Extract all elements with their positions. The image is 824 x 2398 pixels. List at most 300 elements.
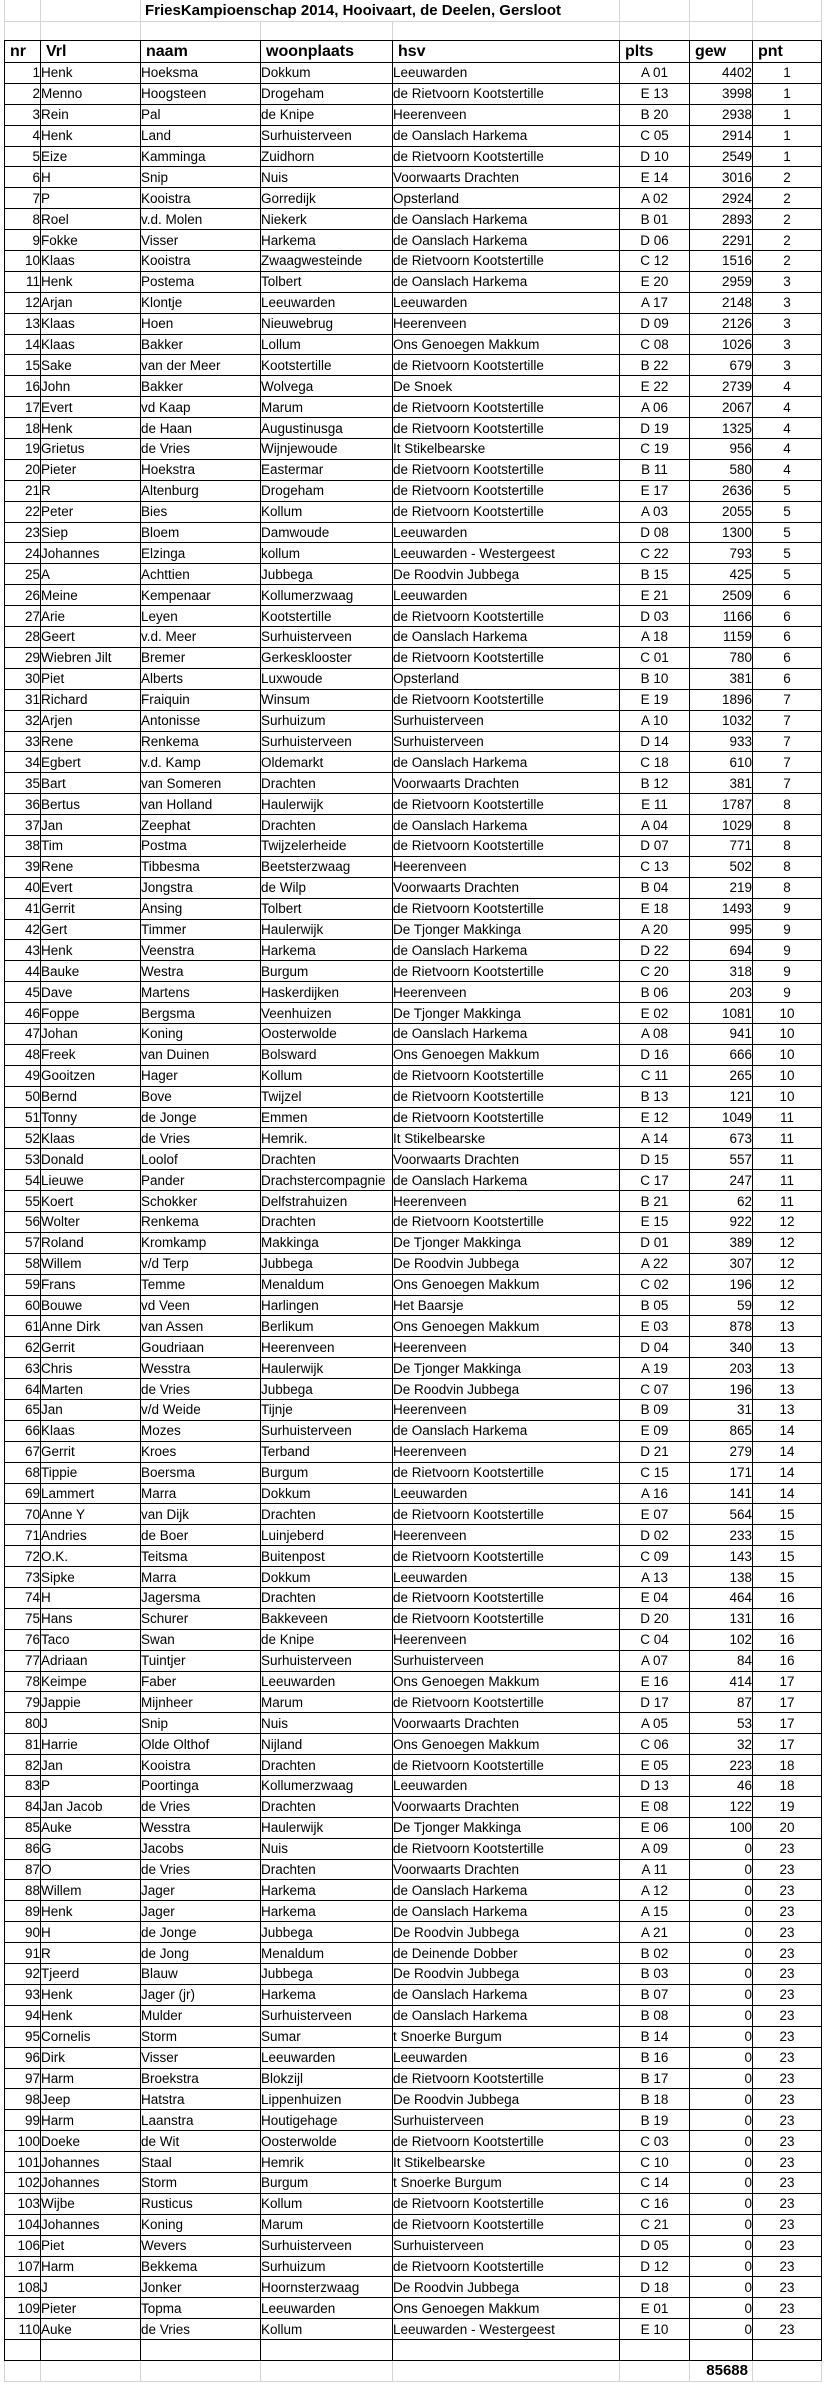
cell-plts: E 06 (620, 1817, 690, 1838)
cell-plts: C 05 (620, 125, 690, 146)
cell-gew: 1081 (690, 1003, 753, 1024)
cell-pnt: 23 (753, 2068, 822, 2089)
cell-hsv: de Oanslach Harkema (393, 1170, 620, 1191)
cell-naam: de Jonge (141, 1922, 261, 1943)
cell-nr: 70 (5, 1504, 41, 1525)
cell-gew: 171 (690, 1462, 753, 1483)
table-row (5, 1504, 822, 1525)
cell-hsv: de Rietvoorn Kootstertille (393, 689, 620, 710)
cell-nr: 61 (5, 1316, 41, 1337)
cell-woonplaats: Tolbert (261, 271, 393, 292)
cell-pnt: 23 (753, 1964, 822, 1985)
cell-nr: 81 (5, 1734, 41, 1755)
cell-woonplaats: Dokkum (261, 63, 393, 84)
cell-pnt: 23 (753, 2089, 822, 2110)
cell-naam: de Vries (141, 439, 261, 460)
cell-vrl: Peter (41, 501, 141, 522)
cell-hsv: de Rietvoorn Kootstertille (393, 1211, 620, 1232)
cell-pnt: 17 (753, 1671, 822, 1692)
cell-vrl: Bart (41, 773, 141, 794)
cell-plts: A 11 (620, 1859, 690, 1880)
cell-woonplaats: Gorredijk (261, 188, 393, 209)
table-row (5, 1170, 822, 1191)
cell-nr: 45 (5, 982, 41, 1003)
cell-pnt: 1 (753, 125, 822, 146)
cell-gew: 2959 (690, 271, 753, 292)
cell-nr: 51 (5, 1107, 41, 1128)
cell-vrl: H (41, 1588, 141, 1609)
table-row (5, 1776, 822, 1797)
cell-plts: B 04 (620, 877, 690, 898)
cell-plts: C 09 (620, 1546, 690, 1567)
cell-woonplaats: Winsum (261, 689, 393, 710)
cell-hsv: de Oanslach Harkema (393, 1420, 620, 1441)
cell-vrl: Henk (41, 1901, 141, 1922)
table-row (5, 689, 822, 710)
cell-woonplaats: Jubbega (261, 564, 393, 585)
cell-plts: D 18 (620, 2277, 690, 2298)
cell-nr: 84 (5, 1796, 41, 1817)
cell-naam: de Vries (141, 1379, 261, 1400)
cell-naam: Schurer (141, 1608, 261, 1629)
cell-vrl: Jan (41, 1400, 141, 1421)
cell-gew: 0 (690, 2235, 753, 2256)
cell-woonplaats: Drachten (261, 1755, 393, 1776)
column-header-vrl: Vrl (41, 41, 141, 63)
cell-hsv: de Oanslach Harkema (393, 940, 620, 961)
cell-naam: Jonker (141, 2277, 261, 2298)
cell-gew: 2549 (690, 146, 753, 167)
cell-pnt: 23 (753, 1880, 822, 1901)
cell-pnt: 23 (753, 2047, 822, 2068)
table-row (5, 1901, 822, 1922)
cell-hsv: de Rietvoorn Kootstertille (393, 1546, 620, 1567)
table-row (5, 1379, 822, 1400)
table-row (5, 355, 822, 376)
cell-naam: Topma (141, 2298, 261, 2319)
empty-grid-cell (41, 0, 141, 22)
cell-vrl: Henk (41, 63, 141, 84)
cell-vrl: A (41, 564, 141, 585)
cell-vrl: Klaas (41, 1420, 141, 1441)
cell-vrl: Gerrit (41, 1337, 141, 1358)
cell-vrl: H (41, 1922, 141, 1943)
cell-gew: 203 (690, 1358, 753, 1379)
cell-nr: 19 (5, 439, 41, 460)
cell-woonplaats: Harkema (261, 1984, 393, 2005)
cell-pnt: 16 (753, 1629, 822, 1650)
cell-pnt: 11 (753, 1128, 822, 1149)
cell-woonplaats: Haulerwijk (261, 794, 393, 815)
empty-cell (393, 2340, 620, 2361)
cell-woonplaats: Terband (261, 1441, 393, 1462)
cell-pnt: 6 (753, 585, 822, 606)
cell-woonplaats: Hoornsterzwaag (261, 2277, 393, 2298)
cell-vrl: Jan (41, 815, 141, 836)
cell-gew: 0 (690, 1859, 753, 1880)
table-row (5, 397, 822, 418)
cell-woonplaats: Blokzijl (261, 2068, 393, 2089)
cell-naam: Jagersma (141, 1588, 261, 1609)
cell-naam: Bakker (141, 334, 261, 355)
cell-woonplaats: Surhuisterveen (261, 125, 393, 146)
cell-pnt: 16 (753, 1608, 822, 1629)
cell-gew: 414 (690, 1671, 753, 1692)
empty-cell (753, 2340, 822, 2361)
cell-woonplaats: Tijnje (261, 1400, 393, 1421)
cell-pnt: 15 (753, 1504, 822, 1525)
cell-woonplaats: Leeuwarden (261, 292, 393, 313)
cell-nr: 54 (5, 1170, 41, 1191)
cell-plts: D 16 (620, 1044, 690, 1065)
cell-gew: 564 (690, 1504, 753, 1525)
cell-hsv: Leeuwarden (393, 292, 620, 313)
cell-vrl: Willem (41, 1253, 141, 1274)
cell-naam: de Jonge (141, 1107, 261, 1128)
cell-pnt: 23 (753, 2214, 822, 2235)
cell-pnt: 8 (753, 835, 822, 856)
cell-naam: Tuintjer (141, 1650, 261, 1671)
cell-gew: 2291 (690, 230, 753, 251)
cell-woonplaats: Drachten (261, 815, 393, 836)
table-row (5, 1943, 822, 1964)
cell-hsv: de Rietvoorn Kootstertille (393, 1086, 620, 1107)
cell-hsv: de Rietvoorn Kootstertille (393, 2256, 620, 2277)
cell-plts: E 11 (620, 794, 690, 815)
cell-vrl: Koert (41, 1191, 141, 1212)
cell-vrl: Jan (41, 1755, 141, 1776)
cell-gew: 673 (690, 1128, 753, 1149)
cell-naam: Wesstra (141, 1817, 261, 1838)
table-row (5, 961, 822, 982)
cell-pnt: 10 (753, 1023, 822, 1044)
cell-nr: 25 (5, 564, 41, 585)
cell-nr: 94 (5, 2005, 41, 2026)
cell-woonplaats: de Knipe (261, 1629, 393, 1650)
cell-nr: 35 (5, 773, 41, 794)
cell-vrl: Gerrit (41, 1441, 141, 1462)
cell-gew: 1325 (690, 418, 753, 439)
cell-gew: 2914 (690, 125, 753, 146)
cell-woonplaats: Burgum (261, 1462, 393, 1483)
cell-woonplaats: Buitenpost (261, 1546, 393, 1567)
cell-naam: Jacobs (141, 1838, 261, 1859)
table-row (5, 2298, 822, 2319)
cell-woonplaats: Oosterwolde (261, 1023, 393, 1044)
cell-plts: E 04 (620, 1588, 690, 1609)
table-row (5, 1483, 822, 1504)
cell-gew: 31 (690, 1400, 753, 1421)
cell-vrl: Arie (41, 606, 141, 627)
cell-nr: 92 (5, 1964, 41, 1985)
cell-hsv: de Rietvoorn Kootstertille (393, 2193, 620, 2214)
cell-hsv: de Rietvoorn Kootstertille (393, 418, 620, 439)
cell-gew: 32 (690, 1734, 753, 1755)
cell-plts: C 16 (620, 2193, 690, 2214)
cell-gew: 0 (690, 1984, 753, 2005)
cell-vrl: John (41, 376, 141, 397)
cell-naam: Mozes (141, 1420, 261, 1441)
cell-hsv: Voorwaarts Drachten (393, 1713, 620, 1734)
cell-gew: 0 (690, 1880, 753, 1901)
cell-woonplaats: Drachten (261, 1211, 393, 1232)
cell-vrl: Dave (41, 982, 141, 1003)
cell-vrl: Sake (41, 355, 141, 376)
cell-woonplaats: Nuis (261, 1713, 393, 1734)
table-row (5, 2089, 822, 2110)
cell-hsv: Leeuwarden (393, 1776, 620, 1797)
cell-nr: 22 (5, 501, 41, 522)
cell-nr: 97 (5, 2068, 41, 2089)
cell-naam: van der Meer (141, 355, 261, 376)
table-row (5, 982, 822, 1003)
cell-vrl: Cornelis (41, 2026, 141, 2047)
table-row (5, 1400, 822, 1421)
cell-nr: 77 (5, 1650, 41, 1671)
cell-gew: 793 (690, 543, 753, 564)
cell-vrl: Klaas (41, 313, 141, 334)
cell-nr: 53 (5, 1149, 41, 1170)
cell-pnt: 14 (753, 1483, 822, 1504)
cell-woonplaats: Surhuisterveen (261, 2235, 393, 2256)
cell-pnt: 11 (753, 1170, 822, 1191)
cell-woonplaats: Kollumerzwaag (261, 1776, 393, 1797)
cell-plts: B 13 (620, 1086, 690, 1107)
table-row (5, 564, 822, 585)
cell-vrl: Bertus (41, 794, 141, 815)
table-body (5, 63, 822, 2361)
cell-plts: B 09 (620, 1400, 690, 1421)
table-row (5, 606, 822, 627)
cell-woonplaats: Drachten (261, 1859, 393, 1880)
table-row (5, 167, 822, 188)
cell-naam: de Jong (141, 1943, 261, 1964)
cell-plts: A 03 (620, 501, 690, 522)
cell-gew: 46 (690, 1776, 753, 1797)
cell-woonplaats: Drachten (261, 773, 393, 794)
cell-vrl: Doeke (41, 2131, 141, 2152)
table-row (5, 1546, 822, 1567)
cell-woonplaats: Leeuwarden (261, 2298, 393, 2319)
cell-nr: 89 (5, 1901, 41, 1922)
cell-nr: 49 (5, 1065, 41, 1086)
cell-pnt: 23 (753, 1943, 822, 1964)
table-row (5, 230, 822, 251)
table-row (5, 2235, 822, 2256)
cell-gew: 196 (690, 1274, 753, 1295)
cell-naam: van Someren (141, 773, 261, 794)
cell-hsv: Ons Genoegen Makkum (393, 1734, 620, 1755)
cell-woonplaats: Eastermar (261, 459, 393, 480)
table-row (5, 877, 822, 898)
cell-pnt: 6 (753, 647, 822, 668)
table-row (5, 1044, 822, 1065)
total-gew: 85688 (690, 2361, 753, 2382)
cell-plts: C 08 (620, 334, 690, 355)
table-row (5, 2068, 822, 2089)
cell-gew: 780 (690, 647, 753, 668)
cell-hsv: de Rietvoorn Kootstertille (393, 1504, 620, 1525)
cell-hsv: Opsterland (393, 668, 620, 689)
cell-pnt: 3 (753, 334, 822, 355)
cell-vrl: Henk (41, 1984, 141, 2005)
cell-pnt: 23 (753, 2256, 822, 2277)
cell-vrl: Henk (41, 125, 141, 146)
table-row (5, 2131, 822, 2152)
table-row (5, 1964, 822, 1985)
cell-pnt: 8 (753, 856, 822, 877)
cell-hsv: t Snoerke Burgum (393, 2026, 620, 2047)
cell-hsv: Het Baarsje (393, 1295, 620, 1316)
cell-plts: C 07 (620, 1379, 690, 1400)
cell-vrl: Geert (41, 627, 141, 648)
cell-naam: de Vries (141, 2319, 261, 2340)
cell-woonplaats: Haskerdijken (261, 982, 393, 1003)
cell-pnt: 15 (753, 1525, 822, 1546)
cell-woonplaats: Delfstrahuizen (261, 1191, 393, 1212)
cell-naam: Olde Olthof (141, 1734, 261, 1755)
cell-vrl: Menno (41, 83, 141, 104)
cell-naam: Mulder (141, 2005, 261, 2026)
cell-naam: v.d. Kamp (141, 752, 261, 773)
cell-hsv: Ons Genoegen Makkum (393, 1671, 620, 1692)
cell-hsv: De Roodvin Jubbega (393, 2277, 620, 2298)
cell-gew: 196 (690, 1379, 753, 1400)
cell-hsv: De Roodvin Jubbega (393, 1379, 620, 1400)
cell-vrl: Wiebren Jilt (41, 647, 141, 668)
cell-pnt: 7 (753, 731, 822, 752)
cell-nr: 103 (5, 2193, 41, 2214)
cell-nr: 30 (5, 668, 41, 689)
table-row (5, 480, 822, 501)
cell-naam: Koning (141, 2214, 261, 2235)
cell-hsv: Ons Genoegen Makkum (393, 1044, 620, 1065)
cell-woonplaats: Marum (261, 1692, 393, 1713)
cell-hsv: Voorwaarts Drachten (393, 1796, 620, 1817)
cell-pnt: 9 (753, 982, 822, 1003)
cell-naam: Jager (141, 1880, 261, 1901)
cell-woonplaats: Kootstertille (261, 606, 393, 627)
cell-nr: 64 (5, 1379, 41, 1400)
cell-nr: 76 (5, 1629, 41, 1650)
cell-hsv: de Rietvoorn Kootstertille (393, 647, 620, 668)
cell-naam: Teitsma (141, 1546, 261, 1567)
cell-vrl: Tippie (41, 1462, 141, 1483)
cell-naam: Achttien (141, 564, 261, 585)
cell-pnt: 5 (753, 522, 822, 543)
cell-pnt: 14 (753, 1420, 822, 1441)
cell-hsv: de Rietvoorn Kootstertille (393, 501, 620, 522)
cell-woonplaats: Surhuisterveen (261, 731, 393, 752)
table-row (5, 1023, 822, 1044)
cell-vrl: Auke (41, 2319, 141, 2340)
cell-nr: 47 (5, 1023, 41, 1044)
table-row (5, 292, 822, 313)
cell-woonplaats: Tolbert (261, 898, 393, 919)
cell-naam: Wesstra (141, 1358, 261, 1379)
cell-nr: 31 (5, 689, 41, 710)
cell-vrl: Pieter (41, 2298, 141, 2319)
cell-naam: Hager (141, 1065, 261, 1086)
cell-gew: 59 (690, 1295, 753, 1316)
cell-gew: 0 (690, 1964, 753, 1985)
cell-nr: 95 (5, 2026, 41, 2047)
cell-vrl: Johannes (41, 2152, 141, 2173)
cell-naam: Rusticus (141, 2193, 261, 2214)
cell-vrl: Klaas (41, 334, 141, 355)
cell-pnt: 20 (753, 1817, 822, 1838)
cell-plts: A 12 (620, 1880, 690, 1901)
cell-woonplaats: Sumar (261, 2026, 393, 2047)
cell-vrl: Auke (41, 1817, 141, 1838)
cell-vrl: Henk (41, 940, 141, 961)
cell-naam: Jager (jr) (141, 1984, 261, 2005)
cell-pnt: 23 (753, 2152, 822, 2173)
cell-plts: A 14 (620, 1128, 690, 1149)
cell-woonplaats: Jubbega (261, 1964, 393, 1985)
cell-plts: B 06 (620, 982, 690, 1003)
cell-vrl: Bernd (41, 1086, 141, 1107)
cell-plts: A 15 (620, 1901, 690, 1922)
cell-hsv: de Oanslach Harkema (393, 2005, 620, 2026)
cell-woonplaats: Harkema (261, 230, 393, 251)
cell-gew: 389 (690, 1232, 753, 1253)
cell-plts: B 07 (620, 1984, 690, 2005)
cell-pnt: 3 (753, 292, 822, 313)
cell-plts: A 05 (620, 1713, 690, 1734)
cell-plts: E 12 (620, 1107, 690, 1128)
cell-vrl: Fokke (41, 230, 141, 251)
cell-plts: E 09 (620, 1420, 690, 1441)
cell-gew: 502 (690, 856, 753, 877)
cell-plts: D 22 (620, 940, 690, 961)
cell-pnt: 12 (753, 1232, 822, 1253)
cell-gew: 1787 (690, 794, 753, 815)
cell-gew: 0 (690, 2005, 753, 2026)
cell-gew: 381 (690, 773, 753, 794)
cell-pnt: 10 (753, 1044, 822, 1065)
cell-nr: 106 (5, 2235, 41, 2256)
cell-nr: 63 (5, 1358, 41, 1379)
cell-hsv: De Roodvin Jubbega (393, 1253, 620, 1274)
cell-nr: 62 (5, 1337, 41, 1358)
table-row (5, 1149, 822, 1170)
cell-woonplaats: Surhuisterveen (261, 1650, 393, 1671)
cell-woonplaats: de Knipe (261, 104, 393, 125)
cell-gew: 610 (690, 752, 753, 773)
cell-plts: C 17 (620, 1170, 690, 1191)
cell-pnt: 23 (753, 2235, 822, 2256)
cell-vrl: Eize (41, 146, 141, 167)
cell-hsv: It Stikelbearske (393, 439, 620, 460)
cell-hsv: Leeuwarden - Westergeest (393, 2319, 620, 2340)
cell-woonplaats: Makkinga (261, 1232, 393, 1253)
empty-cell (620, 2340, 690, 2361)
cell-pnt: 13 (753, 1400, 822, 1421)
cell-woonplaats: Beetsterzwaag (261, 856, 393, 877)
cell-pnt: 23 (753, 2319, 822, 2340)
cell-nr: 67 (5, 1441, 41, 1462)
cell-plts: C 20 (620, 961, 690, 982)
cell-hsv: Heerenveen (393, 1337, 620, 1358)
cell-woonplaats: Harkema (261, 1880, 393, 1901)
cell-hsv: de Rietvoorn Kootstertille (393, 2068, 620, 2089)
header-row (5, 41, 822, 63)
cell-hsv: de Rietvoorn Kootstertille (393, 835, 620, 856)
table-row (5, 919, 822, 940)
cell-hsv: de Rietvoorn Kootstertille (393, 794, 620, 815)
cell-gew: 122 (690, 1796, 753, 1817)
